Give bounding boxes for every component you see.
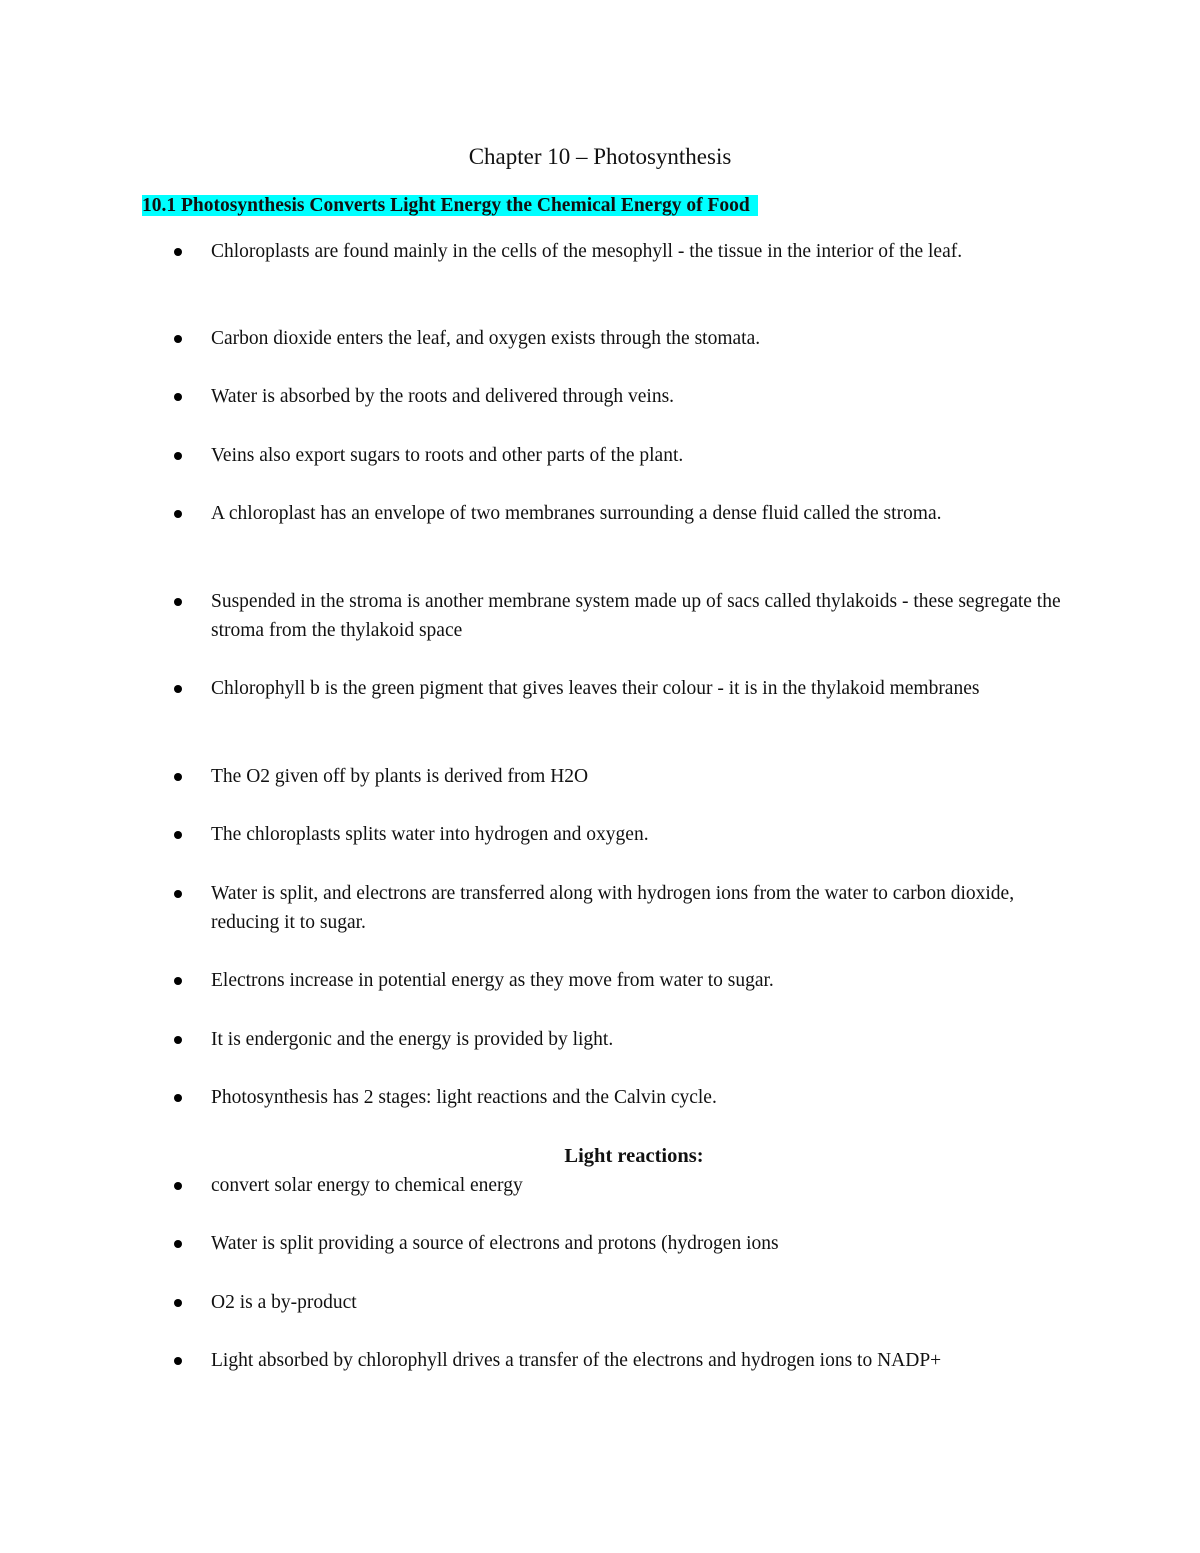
bullet-icon <box>174 1299 182 1307</box>
document-title: Chapter 10 – Photosynthesis <box>468 144 732 169</box>
list-item <box>211 237 1061 266</box>
list-item <box>211 1229 1061 1258</box>
list-item-text: Photosynthesis has 2 stages: light reactions and the Calvin cycle. <box>211 1087 717 1108</box>
bullet-icon <box>174 1240 182 1248</box>
list-item <box>211 762 1061 791</box>
bullet-icon <box>174 335 182 343</box>
list-item <box>211 324 1061 353</box>
list-item-text: Water is split, and electrons are transferred along with hydrogen ions from the water to carbon dioxide, reducing it to sugar. <box>211 883 1015 933</box>
list-item-text: Veins also export sugars to roots and other parts of the plant. <box>211 445 684 466</box>
list-item-text: Chlorophyll b is the green pigment that gives leaves their colour - it is in the thylakoid membranes <box>211 678 980 699</box>
list-item <box>211 1083 1061 1112</box>
bullet-icon <box>174 1036 182 1044</box>
list-item-text: O2 is a by-product <box>211 1292 357 1313</box>
list-item-text: A chloroplast has an envelope of two membranes surrounding a dense fluid called the stroma. <box>211 503 942 524</box>
list-item <box>211 1171 1061 1200</box>
list-item-text: Electrons increase in potential energy as they move from water to sugar. <box>211 970 774 991</box>
list-item-text: The chloroplasts splits water into hydrogen and oxygen. <box>211 824 649 845</box>
list-item-text: Suspended in the stroma is another membrane system made up of sacs called thylakoids - these segregate the stroma from the thylakoid space <box>211 591 1061 641</box>
list-item <box>211 587 1061 645</box>
section-heading-text: 10.1 Photosynthesis Converts Light Energy the Chemical Energy of Food <box>142 195 758 216</box>
list-item <box>211 499 1061 528</box>
section-heading <box>142 191 758 221</box>
list-item-text: Light absorbed by chlorophyll drives a transfer of the electrons and hydrogen ions to NADP+ <box>211 1350 942 1371</box>
list-item-text: It is endergonic and the energy is provided by light. <box>211 1029 614 1050</box>
list-item <box>211 966 1061 995</box>
bullet-icon <box>174 452 182 460</box>
bullet-icon <box>174 598 182 606</box>
bullet-icon <box>174 1357 182 1365</box>
bullet-icon <box>174 890 182 898</box>
list-item-text: Water is absorbed by the roots and delivered through veins. <box>211 386 675 407</box>
list-item <box>211 820 1061 849</box>
list-item-text: Chloroplasts are found mainly in the cells of the mesophyll - the tissue in the interior of the leaf. <box>211 241 963 262</box>
list-item <box>211 441 1061 470</box>
list-item <box>211 1025 1061 1054</box>
bullet-icon <box>174 248 182 256</box>
bullet-icon <box>174 977 182 985</box>
bullet-icon <box>174 773 182 781</box>
bullet-icon <box>174 685 182 693</box>
bullet-icon <box>174 393 182 401</box>
bullet-icon <box>174 831 182 839</box>
list-item <box>211 1288 1061 1317</box>
list-item-text: convert solar energy to chemical energy <box>211 1175 523 1196</box>
list-item <box>211 674 1061 703</box>
bullet-icon <box>174 1094 182 1102</box>
list-item-text: Carbon dioxide enters the leaf, and oxygen exists through the stomata. <box>211 328 761 349</box>
bullet-icon <box>174 1182 182 1190</box>
bullet-icon <box>174 510 182 518</box>
list-item <box>211 382 1061 411</box>
list-item-text: The O2 given off by plants is derived from H2O <box>211 766 589 787</box>
list-item <box>211 1346 1061 1375</box>
list-item <box>211 879 1061 937</box>
subheading-light-reactions: Light reactions: <box>564 1145 704 1167</box>
list-item-text: Water is split providing a source of electrons and protons (hydrogen ions <box>211 1233 779 1254</box>
